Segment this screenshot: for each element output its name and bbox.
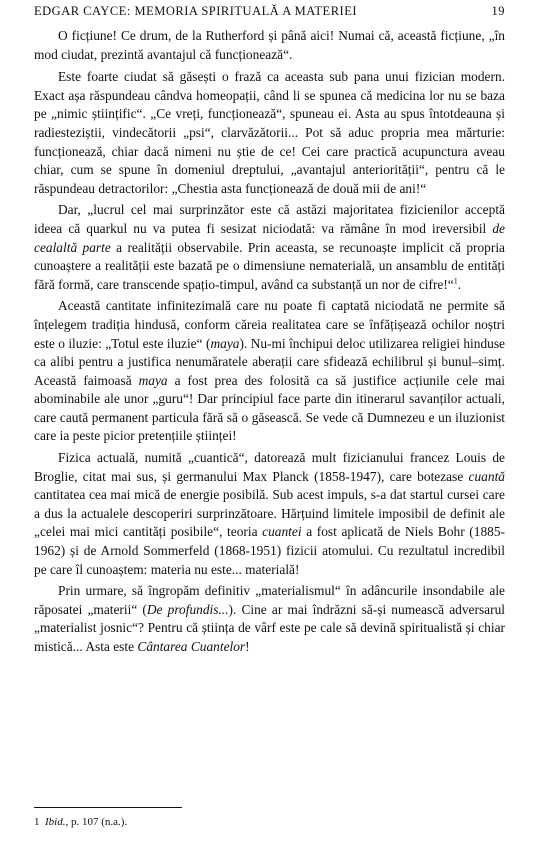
paragraph-5-italic-1: cuantă: [468, 468, 505, 484]
paragraph-4-italic-1: maya: [210, 335, 240, 351]
paragraph-3-text-b: a realității observabile. Prin aceasta, se recunoaște implicit că propria cunoaștere a realității este bazată pe o dimensiune nematerială, un ansamblu de entități fără formă, care transcende spațio-timpul, având ca substanță un nor de cifre!“: [34, 239, 505, 292]
paragraph-3-text-a: Dar, „lucrul cel mai surprinzător este că astăzi majoritatea fizicienilor acceptă ideea că quarkul nu va putea fi sesizat niciodată: va rămâne în mod ireversibil: [34, 202, 505, 236]
paragraph-6-text-b: ). Cine ar mai îndrăzni să-și numească adversarul „materialist josnic“? Pentru că știința de vârf este pe cale să devină spiritualistă și chiar mistică... Asta este: [34, 601, 505, 654]
paragraph-5-text-a: Fizica actuală, numită „cuantică“, datorează mult fizicianului francez Louis de Broglie, citat mai sus, și germanului Max Planck (1858-1947), care botezase: [34, 450, 505, 484]
footnote-marker[interactable]: 1: [453, 276, 458, 286]
footnote-divider: [34, 807, 182, 808]
paragraph-4-text-b: ). Nu-mi închipui deloc utilizarea religiei hinduse ca alibi pentru a justifica nenumăratele aberații care sfidează echilibrul și bunul–simț. Această faimoasă: [34, 335, 505, 388]
paragraph-6-text-c: !: [245, 639, 250, 654]
paragraph-6-text-a: Prin urmare, să îngropăm definitiv „materialismul“ în adâncurile insondabile ale răposatei „materii“ (: [34, 583, 505, 617]
running-header: [34, 4, 505, 22]
paragraph-1: [34, 27, 505, 64]
paragraph-4-text-c: a fost prea des folosită ca să justifice acțiunile cele mai abominabile ale unor „guru“! Dar principiul face parte din itinerarul savanților actuali, care caută permanent particula fără să o găsească. Se vede că Dumnezeu e un iluzionist care ia peste picior pretențiile științei!: [34, 372, 506, 444]
paragraph-5-text-b: cantitatea cea mai mică de energie posibilă. Sub acest impuls, s-a dat startul cursei care a dus la actualele descoperiri surprinzătoare. Hărțuind limitele imposibil de definit ale „celei mai mici cantități posibile“, teoria: [34, 487, 505, 540]
paragraph-6-italic-1: De profundis...: [146, 601, 229, 617]
paragraph-2: [34, 68, 505, 198]
paragraph-5-italic-2: cuantei: [262, 524, 302, 540]
paragraph-3: [34, 201, 505, 294]
paragraph-4-text-a: Această cantitate infinitezimală care nu poate fi captată niciodată ne permite să înțelegem tradiția hindusă, conform căreia realitatea care se înfățișează ochilor noștri este o iluzie: „Totul este iluzie“ (: [34, 298, 505, 351]
paragraph-6: [34, 582, 505, 656]
paragraph-3-text-c: .: [457, 276, 462, 292]
paragraph-1-text: O ficțiune! Ce drum, de la Rutherford și până aici! Numai că, această ficțiune, „în mod ciudat, prezintă avantajul că funcționează“.: [34, 28, 505, 62]
footnote: [34, 815, 127, 829]
body-text: [34, 27, 505, 657]
paragraph-6-italic-2: Cântarea Cuantelor: [137, 639, 246, 654]
page-number: 19: [491, 4, 505, 18]
paragraph-4: [34, 297, 505, 446]
paragraph-5: [34, 449, 505, 579]
paragraph-3-italic: de cealaltă parte: [34, 220, 505, 255]
paragraph-5-text-c: a fost aplicată de Niels Bohr (1885-1962) și de Arnold Sommerfeld (1868-1951) fizicii atomului. Cu rezultatul incredibil pe care îl cunoaștem: materia nu este... materială!: [34, 524, 505, 577]
paragraph-2-text: Este foarte ciudat să găsești o frază ca aceasta sub pana unui fizician modern. Exact așa răspundeau cândva homeopații, când li se spunea că medicina lor nu se baza pe „nimic științific“. „Ce vreți, funcționează“, spuneau ei. Asta au spus întotdeauna și radiesteziștii, vindecătorii „psi“, clarvăzătorii... Pot să aduc propria mea mărturie: funcționează, chiar dacă nimeni nu știe de ce! Cei care practică acupunctura aveau chiar, cum se spune în domeniul dreptului, „avantajul anteriorității“, pentru că le răspundeau detractorilor: „Chestia asta funcționează de două mii de ani!“: [34, 69, 505, 196]
footnote-number: 1: [34, 816, 40, 828]
running-title: EDGAR CAYCE: MEMORIA SPIRITUALĂ A MATERIEI: [34, 4, 357, 18]
footnote-ibid: Ibid.: [45, 816, 66, 828]
paragraph-4-italic-2: maya: [138, 372, 168, 388]
footnote-reference: , p. 107 (n.a.).: [65, 816, 128, 828]
